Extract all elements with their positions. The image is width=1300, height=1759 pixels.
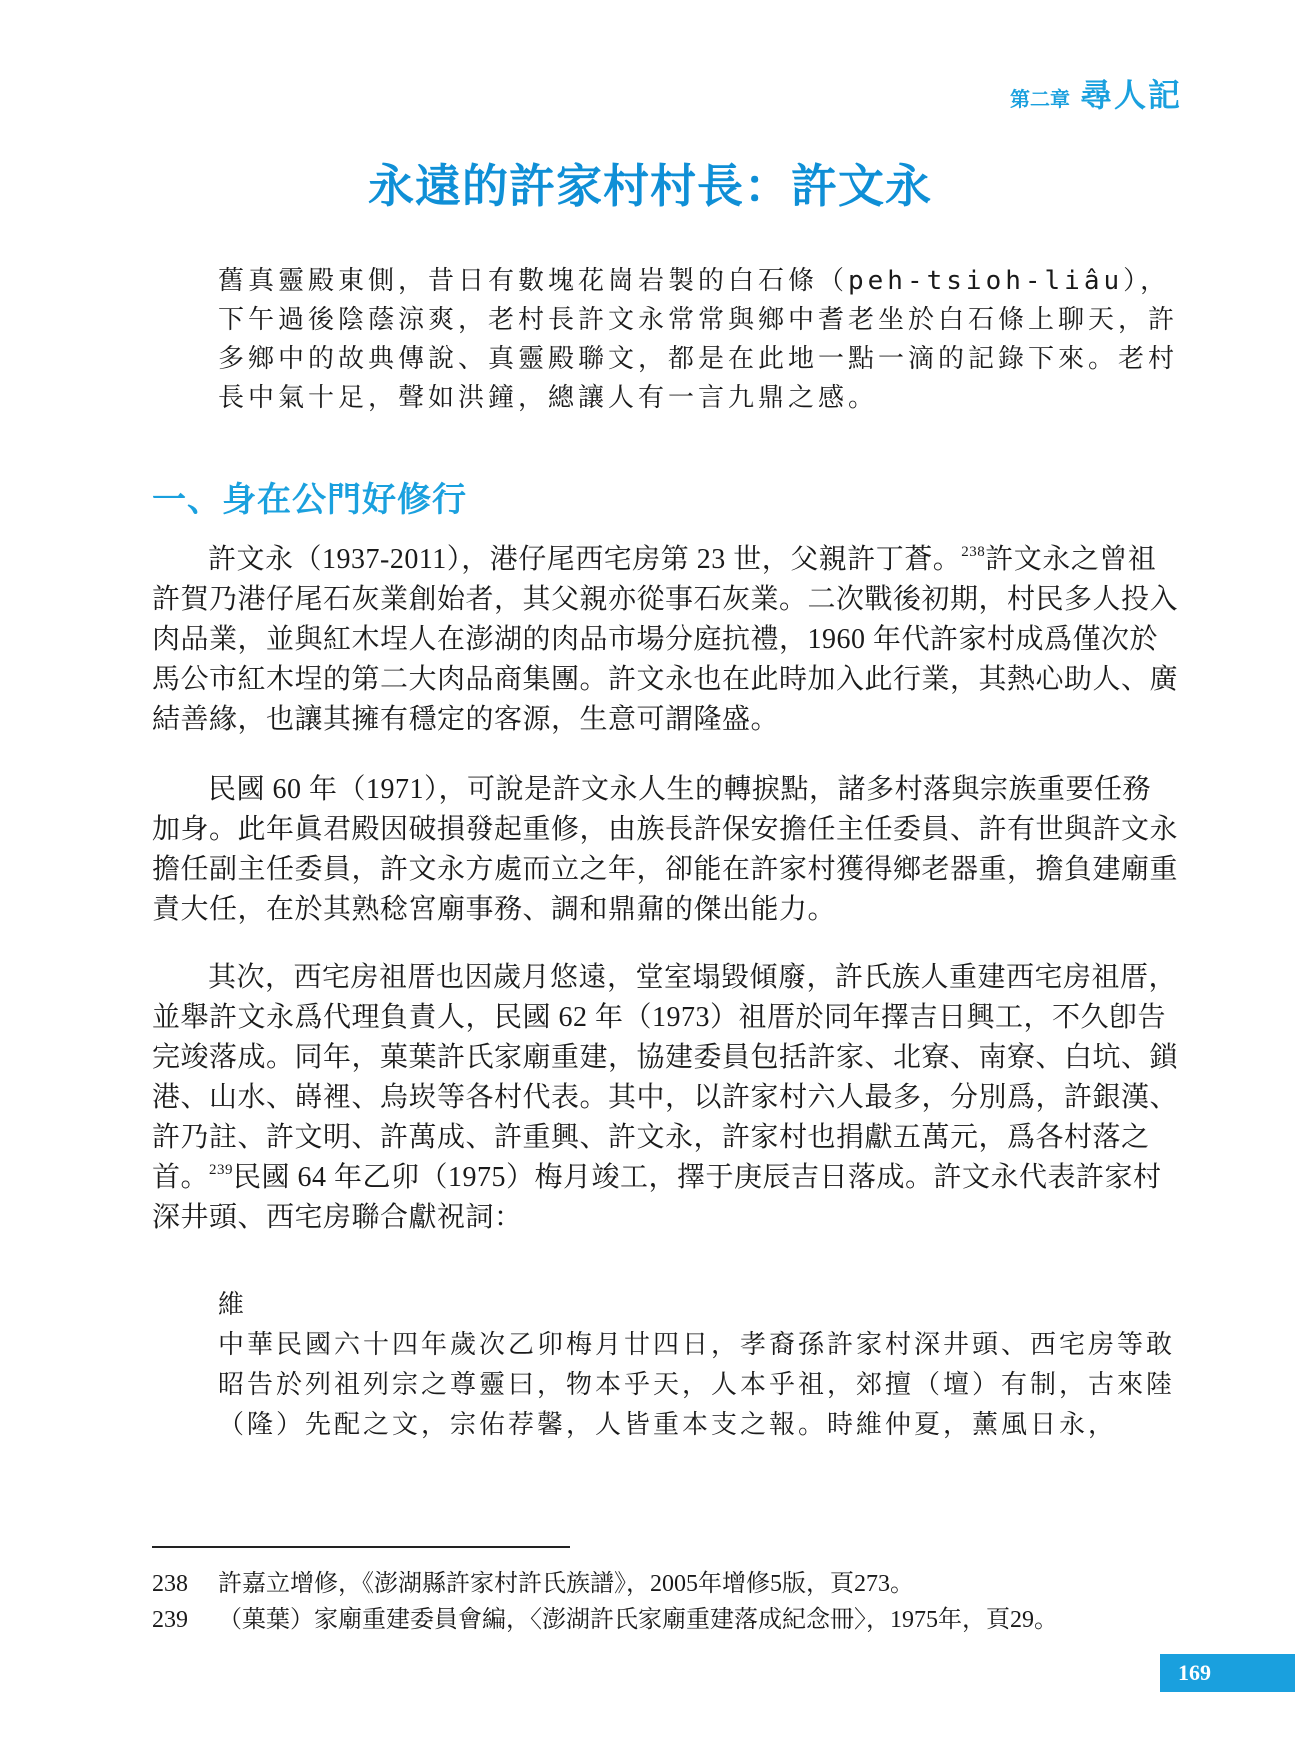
quote-body: 中華民國六十四年歲次乙卯梅月廿四日，孝裔孫許家村深井頭、西宅房等敢昭告於列祖列宗之尊靈曰，物本乎天，人本乎祖，郊擅（壇）有制，古來陸（隆）先配之文，宗佑荐馨，人皆重本支之報。時維仲夏，薰風日永， bbox=[218, 1330, 1176, 1440]
paragraph-text: 其次，西宅房祖厝也因歲月悠遠，堂室塌毀傾廢，許氏族人重建西宅房祖厝，並舉許文永爲代理負責人，民國 62 年（1973）祖厝於同年擇吉日興工，不久卽告完竣落成。同年，菓葉許氏家廟重建，協建委員包括許家、北寮、南寮、白坑、鎖港、山水、嵵裡、烏崁等各村代表。其中，以許家村六人最多，分別爲，許銀漢、許乃註、許文明、許萬成、許重興、許文永，許家村也捐獻五萬元，爲各村落之首。 bbox=[152, 962, 1179, 1193]
footnote-ref-239[interactable]: 239 bbox=[209, 1162, 234, 1178]
page-title: 永遠的許家村村長：許文永 bbox=[368, 159, 932, 213]
quote-opening: 維 bbox=[218, 1290, 248, 1320]
page-number: 169 bbox=[1160, 1654, 1295, 1692]
footnote-239 bbox=[152, 1602, 1182, 1638]
paragraph-text: 許文永之曾祖許賀乃港仔尾石灰業創始者，其父親亦從事石灰業。二次戰後初期，村民多人投入肉品業，並與紅木埕人在澎湖的肉品市場分庭抗禮，1960 年代許家村成爲僅次於馬公市紅木埕的第二大肉品商集團。許文永也在此時加入此行業，其熱心助人、廣結善緣，也讓其擁有穩定的客源，生意可謂隆盛。 bbox=[152, 544, 1179, 735]
footnote-number: 239 bbox=[152, 1607, 188, 1633]
body-paragraph-2: 民國 60 年（1971），可說是許文永人生的轉捩點，諸多村落與宗族重要任務加身。此年眞君殿因破損發起重修，由族長許保安擔任主任委員、許有世與許文永擔任副主任委員，許文永方處而立之年，卻能在許家村獲得鄉老器重，擔負建廟重責大任，在於其熟稔宮廟事務、調和鼎鼐的傑出能力。 bbox=[152, 774, 1179, 925]
footnote-number: 238 bbox=[152, 1571, 188, 1597]
section-heading: 一、身在公門好修行 bbox=[152, 480, 467, 520]
body-paragraph-1 bbox=[152, 540, 1178, 740]
chapter-label: 第二章 bbox=[1009, 87, 1070, 111]
footnote-divider bbox=[152, 1546, 570, 1548]
footnote-text: （菓葉）家廟重建委員會編，〈澎湖許氏家廟重建落成紀念冊〉，1975年，頁29。 bbox=[218, 1607, 1058, 1633]
intro-paragraph: 舊真靈殿東側，昔日有數塊花崗岩製的白石條（peh-tsioh-liâu），下午過後陰蔭涼爽，老村長許文永常常與鄉中耆老坐於白石條上聊天，許多鄉中的故典傳說、真靈殿聯文，都是在此地一點一滴的記錄下來。老村長中氣十足，聲如洪鐘，總讓人有一言九鼎之感。 bbox=[218, 266, 1179, 413]
body-paragraph-3 bbox=[152, 958, 1178, 1238]
paragraph-text: 民國 64 年乙卯（1975）梅月竣工，擇于庚辰吉日落成。許文永代表許家村深井頭、西宅房聯合獻祝詞： bbox=[152, 1162, 1162, 1233]
footnote-ref-238[interactable]: 238 bbox=[961, 544, 986, 560]
footnotes bbox=[152, 1566, 1182, 1638]
quoted-prayer bbox=[218, 1285, 1178, 1445]
paragraph-text: 許文永（1937-2011），港仔尾西宅房第 23 世，父親許丁蒼。 bbox=[208, 544, 962, 575]
footnote-238 bbox=[152, 1566, 1182, 1602]
footnote-text: 許嘉立增修，《澎湖縣許家村許氏族譜》，2005年增修5版，頁273。 bbox=[218, 1571, 914, 1597]
chapter-title: 尋人記 bbox=[1079, 76, 1182, 114]
chapter-header bbox=[1010, 70, 1182, 116]
